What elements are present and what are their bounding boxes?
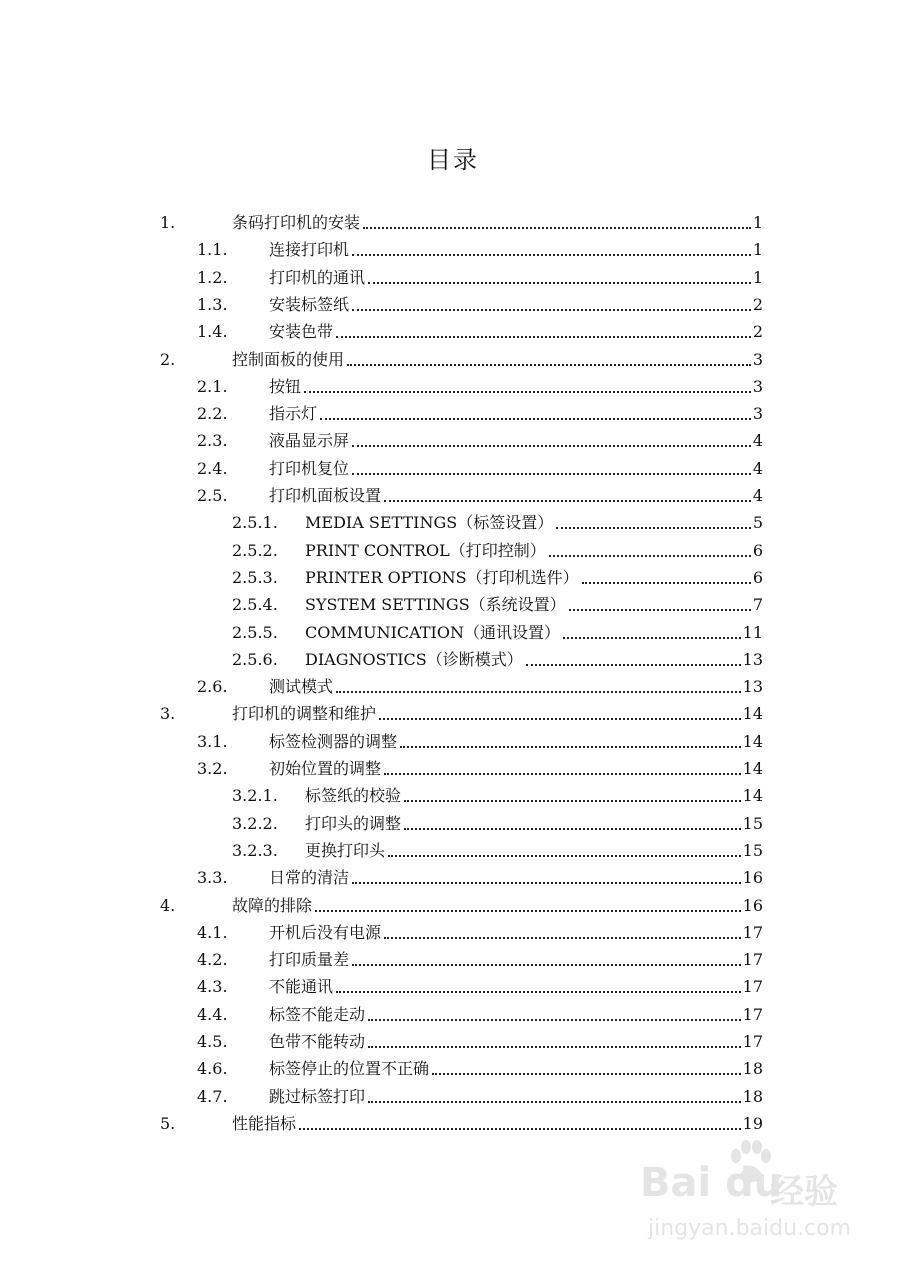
toc-entry-title: 标签不能走动 xyxy=(269,1004,366,1024)
toc-entry[interactable] xyxy=(0,1030,906,1054)
toc-entry[interactable] xyxy=(0,429,906,453)
toc-entry-title: COMMUNICATION（通讯设置） xyxy=(305,622,560,642)
toc-entry-page: 18 xyxy=(742,1086,763,1106)
toc-entry-number: 2. xyxy=(160,349,176,369)
toc-entry[interactable] xyxy=(0,402,906,426)
toc-entry-title-line xyxy=(305,841,763,863)
toc-entry-page: 17 xyxy=(742,950,763,970)
toc-entry[interactable] xyxy=(0,511,906,535)
toc-entry-title-line xyxy=(232,896,763,918)
toc-entry-title-line xyxy=(305,595,763,617)
toc-entry-page: 17 xyxy=(742,1004,763,1024)
toc-entry-number: 2.1. xyxy=(197,376,228,396)
toc-entry-page: 4 xyxy=(752,458,763,478)
toc-entry-title: 性能指标 xyxy=(232,1113,297,1133)
toc-entry-title: 标签检测器的调整 xyxy=(269,731,398,751)
toc-entry-title: SYSTEM SETTINGS（系统设置） xyxy=(305,595,566,615)
toc-dot-leader xyxy=(304,391,751,393)
toc-entry[interactable] xyxy=(0,539,906,563)
toc-entry-page: 1 xyxy=(752,213,763,232)
toc-entry[interactable] xyxy=(0,484,906,508)
toc-entry-title-line xyxy=(305,623,763,645)
toc-dot-leader xyxy=(352,309,751,311)
toc-entry[interactable] xyxy=(0,730,906,754)
toc-entry-page: 16 xyxy=(742,868,763,888)
toc-entry[interactable] xyxy=(0,238,906,262)
toc-dot-leader xyxy=(379,718,741,720)
toc-entry-page: 13 xyxy=(742,677,763,697)
toc-entry-page: 3 xyxy=(752,349,763,369)
toc-entry-number: 2.2. xyxy=(197,404,228,424)
toc-dot-leader xyxy=(336,691,741,693)
toc-entry[interactable] xyxy=(0,621,906,645)
toc-entry-number: 4. xyxy=(160,895,176,915)
toc-dot-leader xyxy=(363,227,751,229)
toc-entry-title: 指示灯 xyxy=(269,404,318,424)
toc-entry[interactable] xyxy=(0,948,906,972)
toc-entry[interactable] xyxy=(0,320,906,344)
toc-entry-title-line xyxy=(269,732,763,754)
toc-dot-leader xyxy=(582,582,751,584)
toc-entry-page: 18 xyxy=(742,1059,763,1079)
toc-entry-page: 14 xyxy=(742,759,763,778)
toc-entry-number: 4.5. xyxy=(197,1032,228,1051)
toc-entry-title-line xyxy=(269,268,763,290)
toc-entry-number: 3. xyxy=(160,704,176,724)
toc-entry-number: 5. xyxy=(160,1113,176,1133)
toc-entry-title-line xyxy=(269,486,763,508)
toc-entry-number: 3.1. xyxy=(197,731,228,751)
toc-dot-leader xyxy=(352,882,741,884)
toc-entry-title: 按钮 xyxy=(269,376,302,396)
toc-entry-title: 打印质量差 xyxy=(269,950,350,970)
toc-entry-number: 4.3. xyxy=(197,977,228,997)
toc-entry-page: 15 xyxy=(742,813,763,833)
toc-entry-page: 17 xyxy=(742,977,763,997)
toc-entry[interactable] xyxy=(0,266,906,290)
toc-entry-title: 打印机面板设置 xyxy=(269,486,382,505)
toc-entry-page: 7 xyxy=(752,595,763,615)
toc-dot-leader xyxy=(352,445,751,447)
toc-dot-leader xyxy=(556,527,751,529)
toc-entry-number: 2.3. xyxy=(197,431,228,451)
toc-entry-number: 2.5.4. xyxy=(232,595,278,615)
toc-entry[interactable] xyxy=(0,839,906,863)
toc-entry-title-line xyxy=(305,786,763,808)
toc-entry-title: 控制面板的使用 xyxy=(232,349,345,369)
toc-entry-number: 2.5.3. xyxy=(232,567,278,587)
toc-entry-title: 打印机的通讯 xyxy=(269,267,366,287)
toc-entry[interactable] xyxy=(0,866,906,890)
toc-dot-leader xyxy=(384,773,741,775)
toc-dot-leader xyxy=(299,1128,741,1130)
toc-entry-page: 15 xyxy=(742,840,763,860)
toc-entry-number: 3.2.3. xyxy=(232,840,278,860)
toc-entry-page: 16 xyxy=(742,895,763,915)
toc-entry-title-line xyxy=(269,677,763,699)
toc-dot-leader xyxy=(347,364,751,366)
toc-entry[interactable] xyxy=(0,812,906,836)
page-title: 目录 xyxy=(427,146,479,174)
toc-entry-title-line xyxy=(269,1087,763,1109)
toc-entry-title: 连接打印机 xyxy=(269,240,350,260)
toc-dot-leader xyxy=(320,418,751,420)
toc-entry[interactable] xyxy=(0,894,906,918)
toc-entry-number: 3.2.1. xyxy=(232,786,278,806)
toc-entry-title: PRINT CONTROL（打印控制） xyxy=(305,540,546,560)
toc-entry-page: 6 xyxy=(752,567,763,587)
toc-entry[interactable] xyxy=(0,1003,906,1027)
toc-entry-number: 1.2. xyxy=(197,267,228,287)
toc-entry-title-line xyxy=(305,650,763,672)
toc-dot-leader xyxy=(526,664,741,666)
toc-entry-title: 打印机的调整和维护 xyxy=(232,704,377,724)
toc-entry-number: 4.2. xyxy=(197,950,228,970)
toc-entry-title-line xyxy=(269,868,763,890)
toc-entry-page: 1 xyxy=(752,240,763,260)
toc-entry-number: 4.1. xyxy=(197,922,228,942)
toc-entry-page: 4 xyxy=(752,431,763,451)
toc-dot-leader xyxy=(336,336,751,338)
toc-entry-page: 4 xyxy=(752,486,763,505)
toc-entry-title: 标签纸的校验 xyxy=(305,786,402,806)
toc-entry[interactable] xyxy=(0,375,906,399)
toc-entry-title-line xyxy=(305,568,763,590)
toc-entry-page: 13 xyxy=(742,649,763,669)
toc-entry[interactable] xyxy=(0,566,906,590)
toc-entry[interactable] xyxy=(0,1057,906,1081)
toc-entry-title: 液晶显示屏 xyxy=(269,431,350,451)
toc-entry[interactable] xyxy=(0,648,906,672)
toc-entry-title: 条码打印机的安装 xyxy=(232,213,361,232)
toc-entry-title: 不能通讯 xyxy=(269,977,334,997)
toc-entry-title: 更换打印头 xyxy=(305,840,386,860)
toc-entry-title-line xyxy=(269,322,763,344)
toc-entry[interactable] xyxy=(0,921,906,945)
toc-entry[interactable] xyxy=(0,784,906,808)
toc-entry-number: 4.7. xyxy=(197,1086,228,1106)
toc-entry-number: 3.3. xyxy=(197,868,228,888)
toc-entry-title-line xyxy=(269,240,763,262)
toc-entry-number: 3.2.2. xyxy=(232,813,278,833)
toc-entry[interactable] xyxy=(0,975,906,999)
toc-dot-leader xyxy=(368,282,751,284)
toc-entry[interactable] xyxy=(0,702,906,726)
toc-entry-page: 2 xyxy=(752,322,763,342)
toc-dot-leader xyxy=(388,855,741,857)
toc-dot-leader xyxy=(569,609,751,611)
toc-dot-leader xyxy=(368,1101,741,1103)
toc-entry-number: 2.5. xyxy=(197,486,228,505)
toc-entry-page: 17 xyxy=(742,1032,763,1051)
toc-entry[interactable] xyxy=(0,457,906,481)
toc-entry-title: 标签停止的位置不正确 xyxy=(269,1059,430,1079)
toc-dot-leader xyxy=(368,1019,741,1021)
toc-entry-title-line xyxy=(269,1005,763,1027)
toc-entry-title: 故障的排除 xyxy=(232,895,313,915)
toc-entry-number: 2.5.1. xyxy=(232,513,278,533)
toc-entry-title: 测试模式 xyxy=(269,677,334,697)
toc-entry-number: 2.5.5. xyxy=(232,622,278,642)
toc-entry-title-line xyxy=(232,1114,763,1136)
toc-entry[interactable] xyxy=(0,1112,906,1136)
toc-entry-page: 5 xyxy=(752,513,763,533)
watermark-url: jingyan.baidu.com xyxy=(648,1216,852,1241)
toc-entry[interactable] xyxy=(0,1085,906,1109)
toc-entry-title: MEDIA SETTINGS（标签设置） xyxy=(305,513,554,533)
toc-entry-title: 跳过标签打印 xyxy=(269,1086,366,1106)
toc-entry-number: 2.5.2. xyxy=(232,540,278,560)
toc-entry[interactable] xyxy=(0,293,906,317)
toc-entry-number: 1.3. xyxy=(197,294,228,314)
toc-dot-leader xyxy=(368,1046,741,1048)
toc-entry[interactable] xyxy=(0,757,906,781)
toc-dot-leader xyxy=(352,254,751,256)
toc-dot-leader xyxy=(352,964,741,966)
toc-entry-page: 11 xyxy=(742,622,763,642)
toc-entry-number: 1.4. xyxy=(197,322,228,342)
toc-entry-title-line xyxy=(269,977,763,999)
toc-dot-leader xyxy=(404,800,741,802)
toc-entry-page: 14 xyxy=(742,731,763,751)
toc-entry-page: 19 xyxy=(742,1113,763,1133)
toc-entry[interactable] xyxy=(0,593,906,617)
toc-entry-title: 打印头的调整 xyxy=(305,813,402,833)
toc-dot-leader xyxy=(352,473,751,475)
toc-entry-title: 色带不能转动 xyxy=(269,1032,366,1051)
toc-entry-title-line xyxy=(269,759,763,781)
toc-entry-title: 安装色带 xyxy=(269,322,334,342)
toc-entry-title-line xyxy=(269,459,763,481)
toc-entry-page: 3 xyxy=(752,376,763,396)
toc-entry-title-line xyxy=(269,923,763,945)
toc-entry-number: 1.1. xyxy=(197,240,228,260)
toc-entry[interactable] xyxy=(0,348,906,372)
toc-entry-title: 开机后没有电源 xyxy=(269,922,382,942)
toc-entry-title-line xyxy=(269,404,763,426)
toc-entry-number: 1. xyxy=(160,213,176,232)
toc-entry-number: 3.2. xyxy=(197,759,228,778)
toc-dot-leader xyxy=(549,555,751,557)
toc-entry-title: PRINTER OPTIONS（打印机选件） xyxy=(305,567,579,587)
toc-entry-page: 2 xyxy=(752,294,763,314)
toc-entry-title-line xyxy=(305,541,763,563)
toc-entry-page: 14 xyxy=(742,704,763,724)
toc-entry-title-line xyxy=(232,213,763,235)
toc-dot-leader xyxy=(384,500,751,502)
toc-entry-title: DIAGNOSTICS（诊断模式） xyxy=(305,649,523,669)
toc-dot-leader xyxy=(336,991,741,993)
toc-entry-title-line xyxy=(269,377,763,399)
toc-entry-title: 安装标签纸 xyxy=(269,294,350,314)
toc-dot-leader xyxy=(404,828,741,830)
watermark-brand: 经验 xyxy=(770,1172,838,1212)
toc-dot-leader xyxy=(384,937,741,939)
toc-entry-title-line xyxy=(269,1059,763,1081)
toc-entry-number: 2.6. xyxy=(197,677,228,697)
toc-entry-title-line xyxy=(305,814,763,836)
toc-entry-number: 2.4. xyxy=(197,458,228,478)
toc-entry-page: 14 xyxy=(742,786,763,806)
toc-entry-title-line xyxy=(269,950,763,972)
toc-dot-leader xyxy=(400,746,741,748)
toc-entry-number: 4.4. xyxy=(197,1004,228,1024)
toc-dot-leader xyxy=(563,637,741,639)
toc-dot-leader xyxy=(432,1073,741,1075)
toc-entry[interactable] xyxy=(0,675,906,699)
toc-entry-title-line xyxy=(269,295,763,317)
toc-entry-title-line xyxy=(269,1032,763,1054)
toc-entry-number: 2.5.6. xyxy=(232,649,278,669)
toc-entry-title: 初始位置的调整 xyxy=(269,759,382,778)
toc-entry-page: 17 xyxy=(742,922,763,942)
toc-entry-title-line xyxy=(305,513,763,535)
watermark xyxy=(640,1140,880,1270)
toc-entry-number: 4.6. xyxy=(197,1059,228,1079)
toc-entry-page: 1 xyxy=(752,267,763,287)
toc-dot-leader xyxy=(315,910,741,912)
toc-entry-title: 打印机复位 xyxy=(269,458,350,478)
toc-entry-page: 3 xyxy=(752,404,763,424)
toc-entry[interactable] xyxy=(0,211,906,235)
toc-entry-title-line xyxy=(269,431,763,453)
toc-entry-page: 6 xyxy=(752,540,763,560)
toc-entry-title-line xyxy=(232,704,763,726)
watermark-logo: Bai du xyxy=(640,1160,783,1206)
toc-entry-title: 日常的清洁 xyxy=(269,868,350,888)
toc-entry-title-line xyxy=(232,350,763,372)
